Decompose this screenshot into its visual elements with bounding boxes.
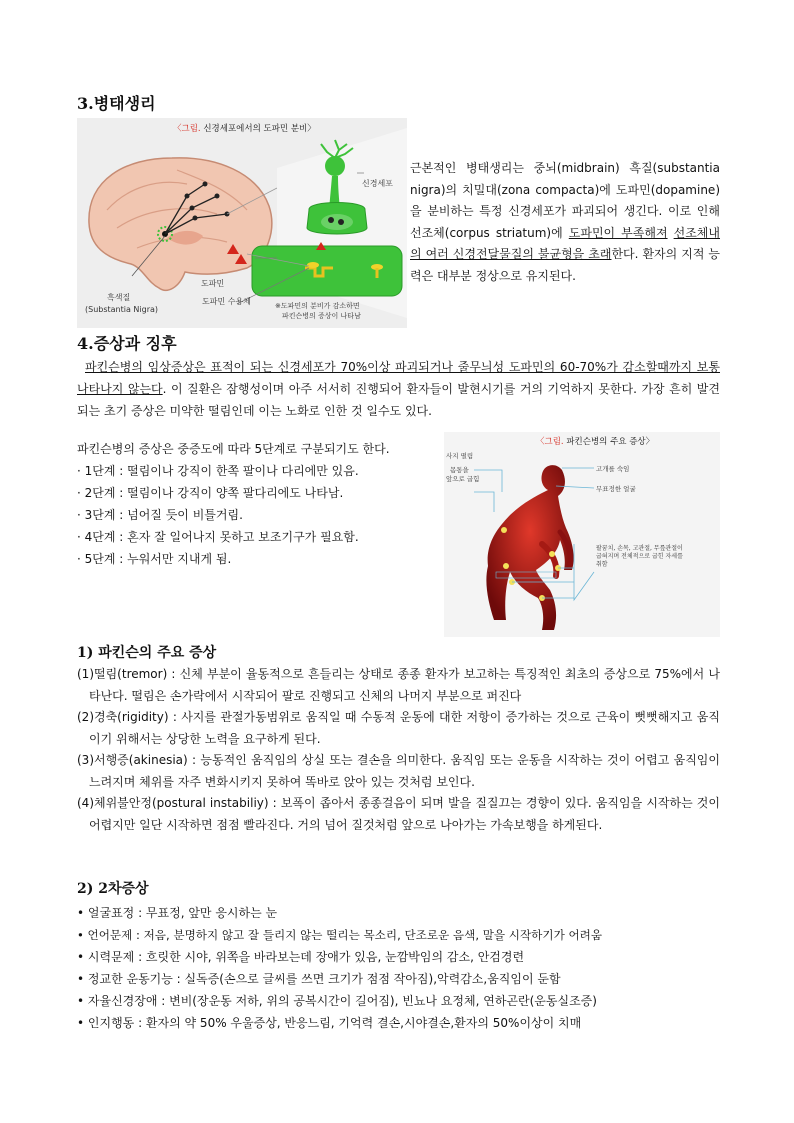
label-trunk-bend-2: 앞으로 굽힘: [446, 475, 480, 483]
figure2-caption-text: 파킨슨병의 주요 증상〉: [563, 437, 655, 447]
symptoms-intro-paragraph: [77, 356, 720, 422]
figure2-caption-prefix: 〈그림.: [536, 437, 564, 447]
label-head-down: 고개를 숙임: [596, 465, 630, 473]
secondary-symptom-item: • 정교한 운동기능 : 실독증(손으로 글씨를 쓰면 크기가 점점 작아짐),악력감소,움직임이 둔함: [77, 972, 561, 986]
neuron-cell-body: [325, 156, 345, 176]
stage-item: · 3단계 : 넘어질 듯이 비틀거림.: [77, 508, 243, 522]
label-substantia-nigra-en: (Substantia Nigra): [85, 305, 159, 314]
major-symptom-item: (1)떨림(tremor) : 신체 부분이 율동적으로 흔들리는 상태로 종종 환자가 보고하는 특징적인 최초의 증상으로 75%에서 나타난다. 떨림은 손가락에서 시작되어 팔로 진행되고 신체의 나머지 부분으로 퍼진다: [77, 667, 720, 703]
dopamine-receptor: [307, 262, 319, 268]
pathophysiology-text-2: 한다. 환자의 지적 능력은 대부분 정상으로 유지된다.: [410, 247, 721, 283]
secondary-symptoms-title: 2) 2차증상: [77, 881, 149, 897]
label-blank-face: 무표정한 얼굴: [596, 485, 636, 493]
postsynaptic-membrane: [252, 246, 402, 296]
section-3-title: 3.병태생리: [77, 94, 156, 113]
figure-note-line1: ※도파민의 분비가 감소하면: [275, 302, 360, 310]
posture-illustration: [444, 432, 720, 637]
stages-block: [77, 438, 437, 570]
pathophysiology-text-1: 근본적인 병태생리는 중뇌(midbrain) 흑질(substantia nigra)의 치밀대(zona compacta)에 도파민(dopamine)을 분비하는 특정 신경세포가 파괴되어 생긴다. 이로 인해 선조체(corpus striatum)에: [410, 161, 720, 240]
symptoms-intro-text: . 이 질환은 잠행성이며 아주 서서히 진행되어 환자들이 발현시기를 거의 기억하지 못한다. 가장 흔히 발견되는 초기 증상은 미약한 떨림인데 이는 노화로 인한 것 일수도 있다.: [77, 382, 720, 418]
figure-note-line2: 파킨슨병의 증상이 나타남: [282, 312, 361, 320]
major-symptoms-list: [77, 664, 720, 836]
stage-item: · 1단계 : 떨림이나 강직이 한쪽 팔이나 다리에만 있음.: [77, 464, 359, 478]
dopamine-secretion-figure: [77, 118, 407, 328]
label-dopamine: 도파민: [201, 279, 225, 288]
pathophysiology-underline-2: 선조체내의 여러 신경전달물질의 불균형을 초래: [410, 225, 720, 261]
secondary-symptom-item: • 인지행동 : 환자의 약 50% 우울증상, 반응느림, 기억력 결손,시야결손,환자의 50%이상이 치매: [77, 1016, 582, 1030]
label-limb-tremor: 사지 떨림: [446, 452, 474, 460]
secondary-symptom-item: • 자율신경장애 : 변비(장운동 저하, 위의 공복시간이 길어짐), 빈뇨나 요정체, 연하곤란(운동실조증): [77, 994, 597, 1008]
neuron-illustration: [77, 118, 407, 328]
pathophysiology-paragraph: [410, 158, 720, 287]
label-joints-3: 취함: [596, 561, 608, 568]
label-neuron: 신경세포: [362, 179, 393, 188]
stage-item: · 4단계 : 혼자 잘 일어나지 못하고 보조기구가 필요함.: [77, 530, 359, 544]
secondary-symptom-item: • 언어문제 : 저음, 분명하지 않고 잘 들리지 않는 떨리는 목소리, 단조로운 음색, 말을 시작하기가 어려움: [77, 928, 603, 942]
stooped-body: [486, 465, 573, 630]
parkinson-symptoms-figure: [444, 432, 720, 637]
major-symptom-item: (2)경축(rigidity) : 사지를 관절가동범위로 움직일 때 수동적 운동에 대한 저항이 증가하는 것으로 근육이 뻣뻣해지고 움직이기 위해서는 상당한 노력을 요구하게 된다.: [77, 710, 720, 746]
label-joints-2: 굽혀지며 전체적으로 굽힌 자세를: [596, 553, 683, 560]
figure-caption-text: 신경세포에서의 도파민 분비〉: [200, 124, 316, 134]
secondary-symptom-item: • 얼굴표정 : 무표정, 앞만 응시하는 눈: [77, 906, 278, 920]
major-symptoms-title: 1) 파킨슨의 주요 증상: [77, 645, 217, 661]
figure-caption-prefix: 〈그림.: [173, 124, 201, 134]
pathophysiology-underline-1: 도파민이 부족해져: [568, 225, 668, 240]
stage-item: · 5단계 : 누워서만 지내게 됨.: [77, 552, 232, 566]
symptoms-intro-underlined: 파킨슨병의 임상증상은 표적이 되는 신경세포가 70%이상 파괴되거나 줄무늬성 도파민의 60-70%가 감소할때까지 보통 나타나지 않는다: [77, 360, 720, 396]
secondary-symptom-item: • 시력문제 : 흐릿한 시야, 위쪽을 바라보는데 장애가 있음, 눈깜박임의 감소, 안검경련: [77, 950, 525, 964]
stage-item: · 2단계 : 떨림이나 강직이 양쪽 팔다리에도 나타남.: [77, 486, 344, 500]
stages-intro: 파킨슨병의 증상은 중증도에 따라 5단계로 구분되기도 한다.: [77, 442, 390, 456]
label-substantia-nigra: 흑색질: [107, 293, 131, 302]
label-trunk-bend-1: 몸통을: [450, 466, 469, 474]
section-4-title: 4.증상과 징후: [77, 334, 177, 353]
secondary-symptoms-list: [77, 902, 720, 1034]
label-dopamine-receptor: 도파민 수용체: [202, 297, 251, 306]
brain-shape: [89, 158, 272, 290]
major-symptom-item: (3)서행증(akinesia) : 능동적인 움직임의 상실 또는 결손을 의미한다. 움직임 또는 운동을 시작하는 것이 어렵고 움직임이 느려지며 체위를 자주 변화시키지 못하여 똑바로 앉아 있는 것처럼 보인다.: [77, 753, 720, 789]
label-joints-1: 팔꿈치, 손목, 고관절, 무릎관절이: [596, 545, 683, 552]
major-symptom-item: (4)체위불안정(postural instabiliy) : 보폭이 좁아서 종종걸음이 되며 발을 질질끄는 경향이 있다. 움직임을 시작하는 것이 어렵지만 일단 시작하면 점점 빨라진다. 거의 넘어 질것처럼 앞으로 나아가는 가속보행을 하게된다.: [77, 796, 720, 832]
